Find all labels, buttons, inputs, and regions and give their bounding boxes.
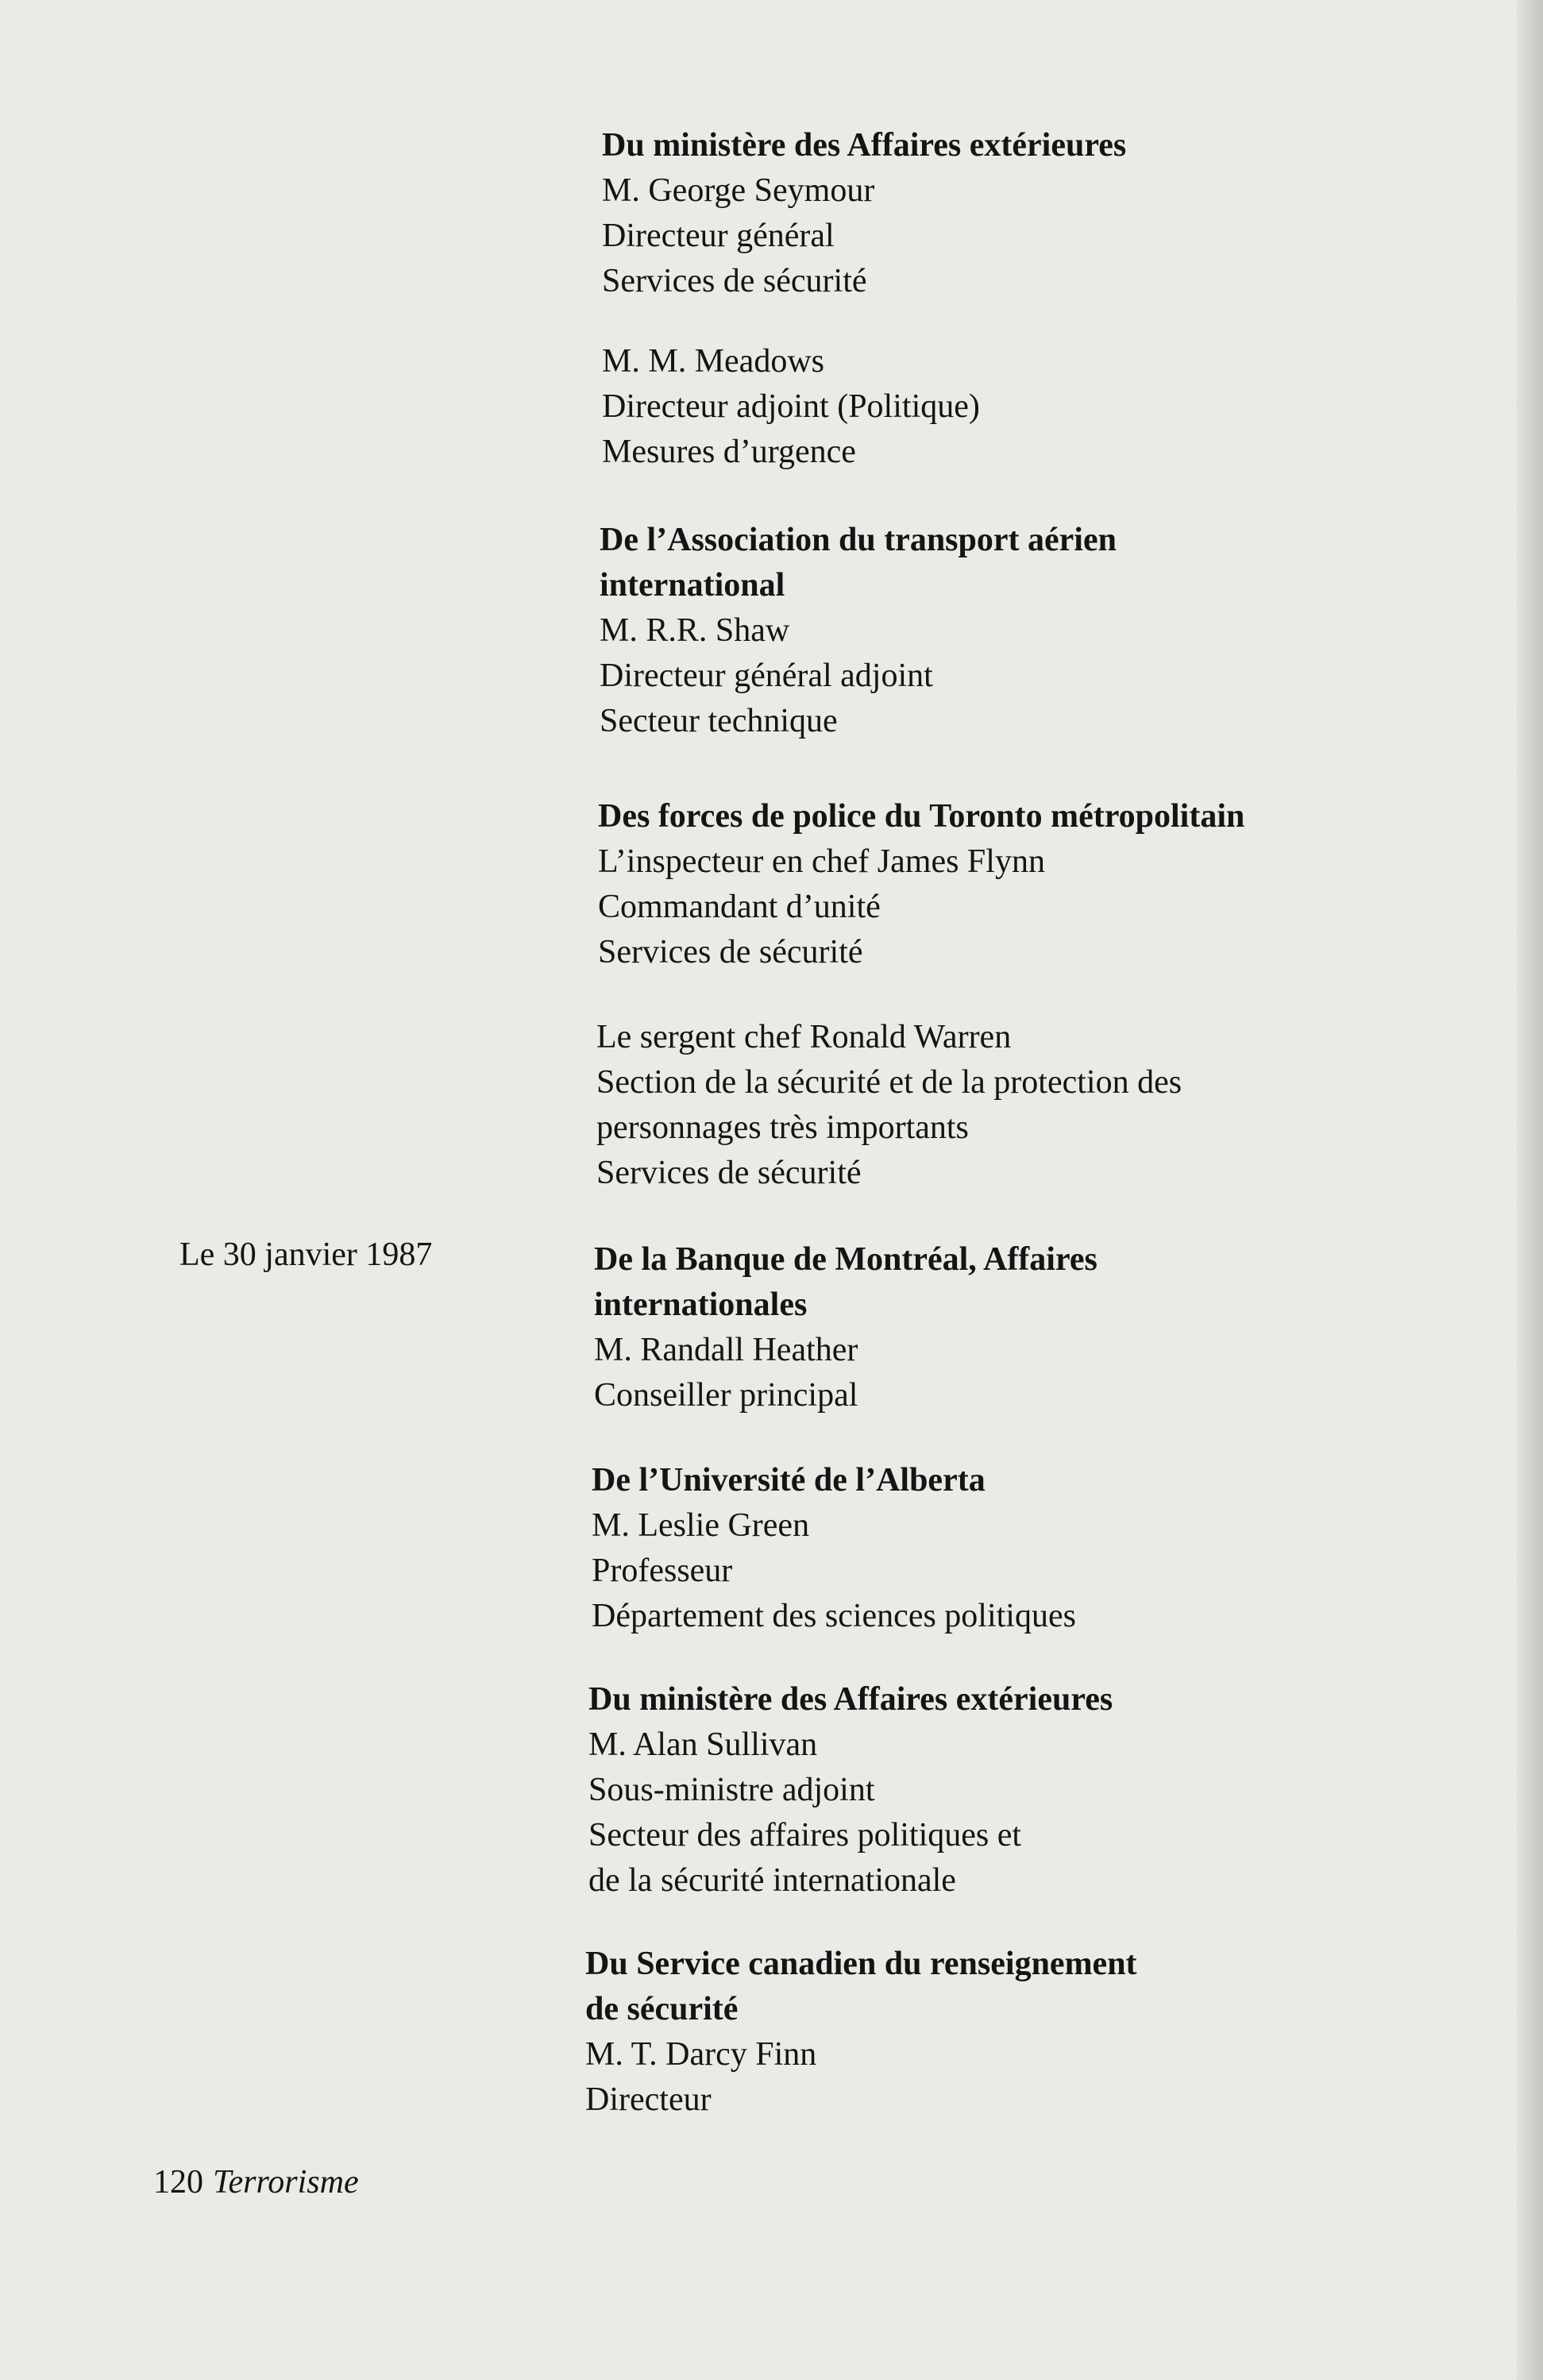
person-name: M. Alan Sullivan [588, 1726, 818, 1763]
organization-name: De l’Université de l’Alberta [592, 1462, 986, 1499]
person-name: M. Leslie Green [592, 1507, 810, 1544]
person-department: Mesures d’urgence [602, 434, 856, 470]
organization-name: Des forces de police du Toronto métropolitain [598, 798, 1245, 835]
person-name: M. T. Darcy Finn [585, 2036, 817, 2073]
witness-entry [602, 123, 1126, 304]
witness-entry [585, 1942, 1137, 2123]
person-title: Sous-ministre adjoint [588, 1772, 875, 1808]
person-name: Le sergent chef Ronald Warren [596, 1019, 1012, 1055]
organization-name: Du ministère des Affaires extérieures [602, 127, 1127, 164]
organization-name: Du Service canadien du renseignement [585, 1946, 1137, 1982]
organization-name: de sécurité [585, 1991, 739, 2027]
witness-entry [600, 518, 1117, 744]
person-name: M. R.R. Shaw [600, 612, 790, 649]
organization-name: internationales [594, 1286, 808, 1323]
organization-name: Du ministère des Affaires extérieures [588, 1681, 1113, 1718]
person-title: Directeur général [602, 218, 835, 254]
person-title: Directeur général adjoint [600, 658, 933, 694]
organization-name: De l’Association du transport aérien [600, 522, 1117, 558]
witness-entry [602, 339, 980, 475]
person-name: L’inspecteur en chef James Flynn [598, 843, 1045, 880]
person-title: Commandant d’unité [598, 889, 881, 925]
page-edge-shadow [1516, 0, 1543, 2380]
person-title: Conseiller principal [594, 1377, 858, 1414]
person-name: M. M. Meadows [602, 343, 824, 380]
person-title: Section de la sécurité et de la protection des [596, 1064, 1182, 1101]
person-name: M. George Seymour [602, 172, 875, 209]
person-department: Services de sécurité [598, 934, 863, 970]
witness-entry [596, 1015, 1182, 1196]
witness-entry [594, 1237, 1097, 1418]
person-department: Secteur des affaires politiques et [588, 1817, 1022, 1853]
organization-name: De la Banque de Montréal, Affaires [594, 1241, 1097, 1278]
person-department: Secteur technique [600, 703, 838, 739]
page-footer [153, 2160, 359, 2205]
person-name: M. Randall Heather [594, 1332, 858, 1368]
page-number: 120 [153, 2164, 203, 2201]
organization-name: international [600, 567, 785, 604]
witness-entry [598, 794, 1244, 975]
date-line: Le 30 janvier 1987 [179, 1236, 433, 1273]
person-title: Directeur adjoint (Politique) [602, 388, 980, 425]
person-department: de la sécurité internationale [588, 1862, 956, 1899]
person-title: personnages très importants [596, 1109, 969, 1146]
book-title: Terrorisme [213, 2164, 359, 2201]
person-title: Directeur [585, 2081, 712, 2118]
person-title: Professeur [592, 1553, 733, 1589]
witness-entry [588, 1677, 1113, 1904]
person-department: Services de sécurité [596, 1155, 862, 1191]
witness-entry [592, 1458, 1076, 1639]
person-department: Services de sécurité [602, 263, 867, 299]
person-department: Département des sciences politiques [592, 1598, 1076, 1634]
